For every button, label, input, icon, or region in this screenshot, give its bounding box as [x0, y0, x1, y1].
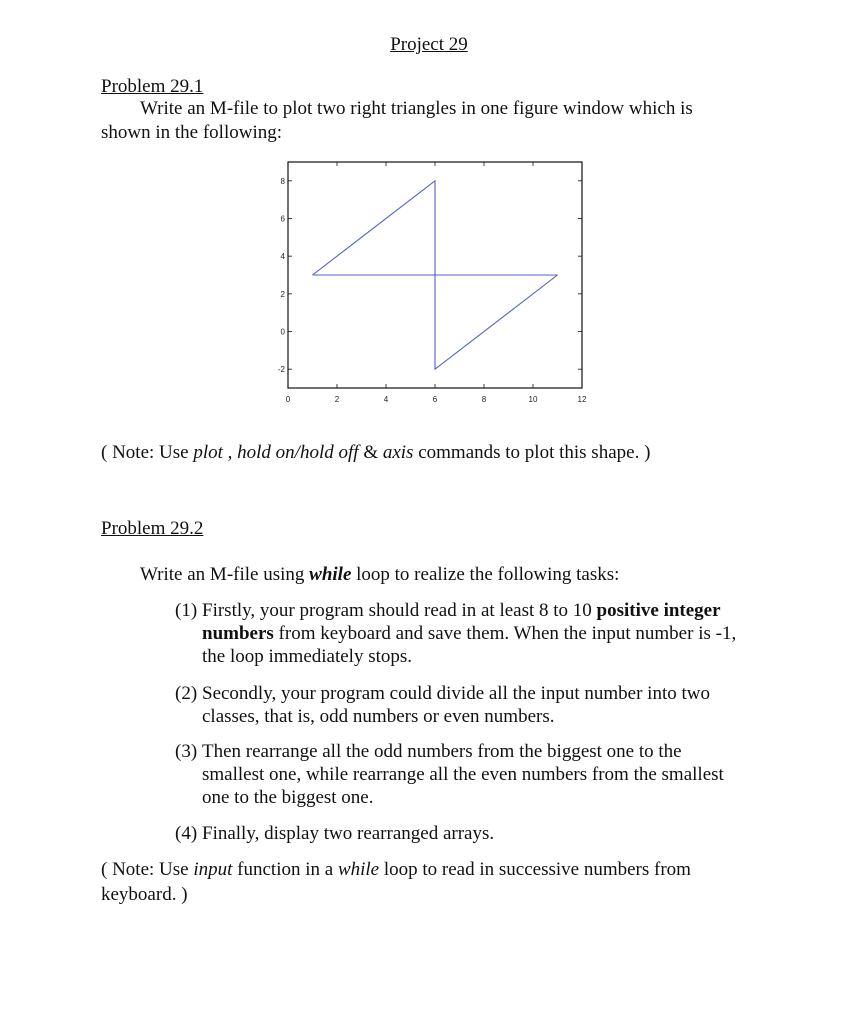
task-1-line-1: Firstly, your program should read in at least 8 to 10 positive integer: [202, 600, 721, 621]
y-tick-label: -2: [277, 365, 285, 375]
series-triangle2: [435, 275, 558, 369]
problem-29-1-heading: Problem 29.1: [101, 76, 204, 97]
task-2-number: (2): [175, 683, 198, 704]
series-triangle1: [313, 181, 436, 275]
page-title: Project 29: [390, 34, 468, 55]
task-4-number: (4): [175, 823, 198, 844]
x-tick-label: 6: [432, 395, 438, 404]
problem-29-2-note-line-1: ( Note: Use input function in a while loop to read in successive numbers from: [101, 859, 691, 880]
task-1-line-2: numbers from keyboard and save them. When the input number is -1,: [202, 623, 737, 644]
problem-29-2-intro: Write an M-file using while loop to realize the following tasks:: [140, 564, 620, 585]
x-tick-label: 4: [383, 395, 389, 404]
task-2-line-1: Secondly, your program could divide all the input number into two: [202, 683, 710, 704]
x-tick-label: 8: [481, 395, 487, 404]
y-tick-label: 8: [280, 176, 285, 186]
y-tick-label: 4: [280, 252, 285, 262]
x-tick-label: 2: [334, 395, 340, 404]
task-1-number: (1): [175, 600, 198, 621]
y-tick-label: 6: [280, 214, 285, 224]
y-tick-label: 2: [280, 289, 285, 299]
task-3-line-1: Then rearrange all the odd numbers from the biggest one to the: [202, 741, 682, 762]
x-tick-label: 12: [577, 395, 587, 404]
task-3-number: (3): [175, 741, 198, 762]
problem-29-1-line-2: shown in the following:: [101, 122, 283, 143]
x-tick-label: 0: [285, 395, 291, 404]
problem-29-2-note-line-2: keyboard. ): [101, 884, 188, 905]
x-tick-label: 10: [528, 395, 538, 404]
triangles-plot: [262, 158, 592, 408]
problem-29-1-line-1: Write an M-file to plot two right triangles in one figure window which is: [140, 98, 693, 119]
task-2-line-2: classes, that is, odd numbers or even numbers.: [202, 706, 555, 727]
task-4-line-1: Finally, display two rearranged arrays.: [202, 823, 495, 844]
task-3-line-2: smallest one, while rearrange all the even numbers from the smallest: [202, 764, 724, 785]
problem-29-1-note: ( Note: Use plot , hold on/hold off & axis commands to plot this shape. ): [101, 442, 651, 463]
task-3-line-3: one to the biggest one.: [202, 787, 374, 808]
task-1-line-3: the loop immediately stops.: [202, 646, 413, 667]
problem-29-2-heading: Problem 29.2: [101, 518, 204, 539]
y-tick-label: 0: [280, 327, 285, 337]
